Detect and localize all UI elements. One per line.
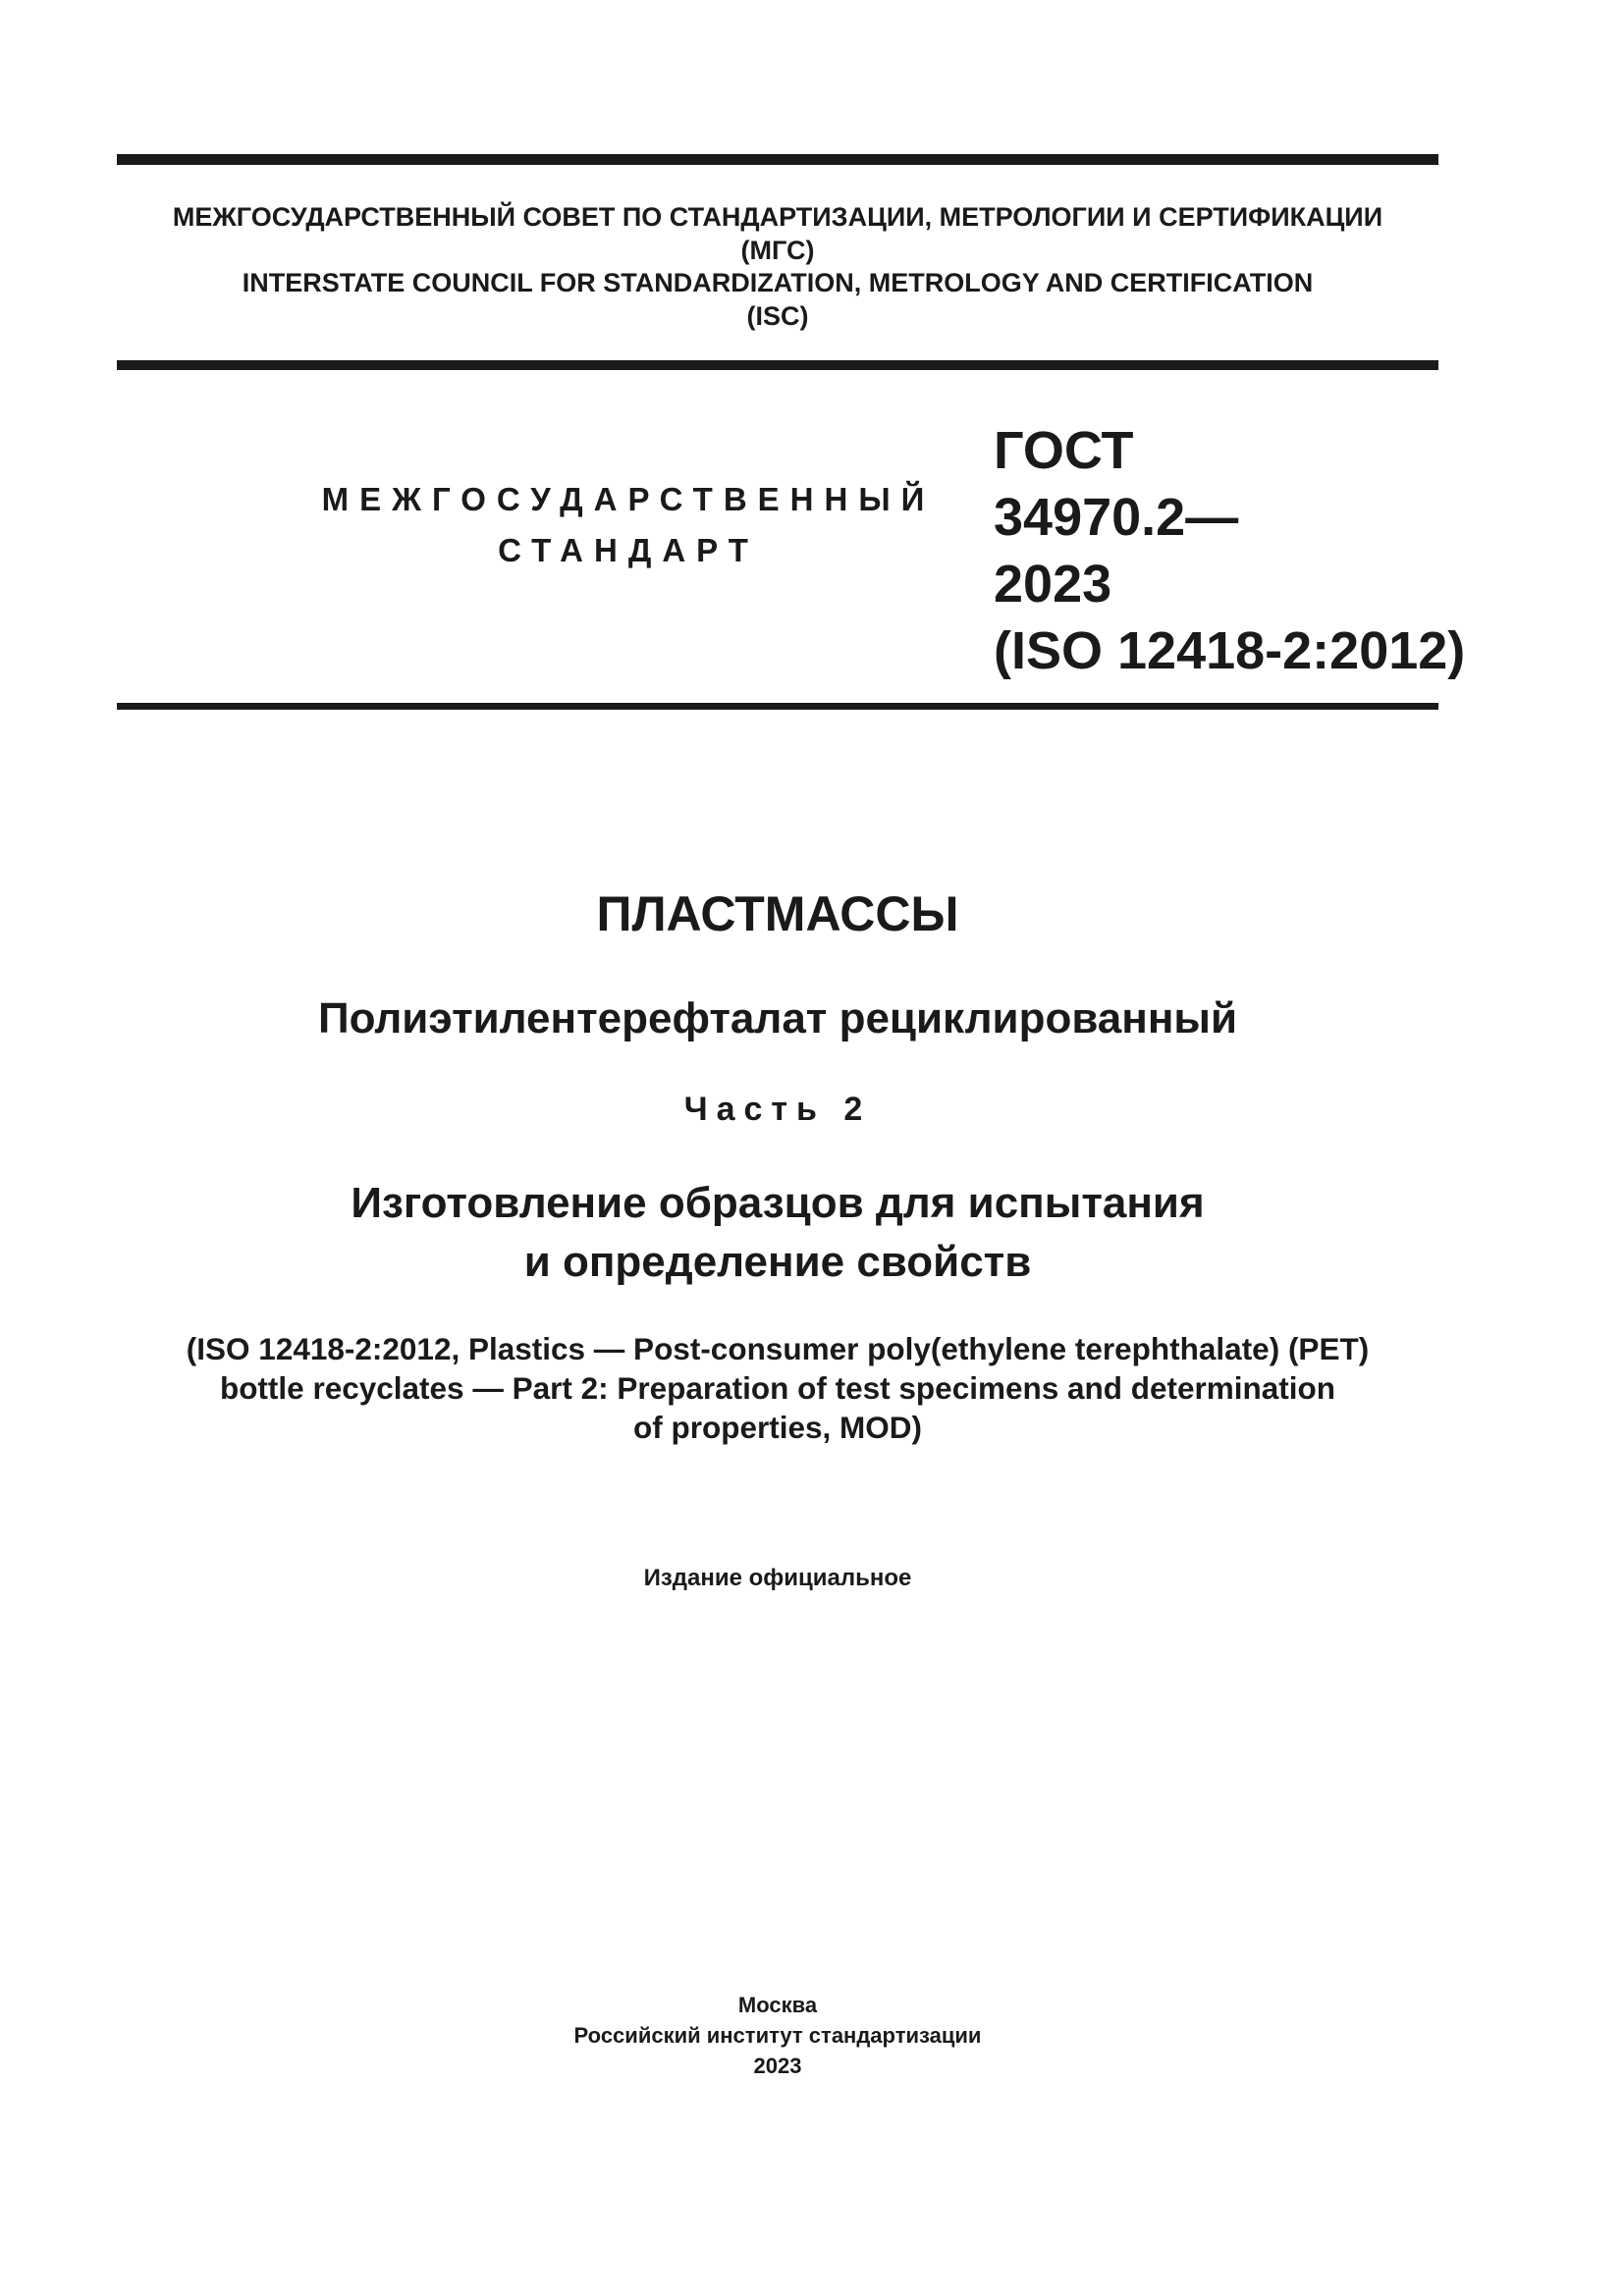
imprint-publisher: Российский институт стандартизации [573,2023,982,2048]
standard-type-line-2: СТАНДАРТ [498,532,759,568]
part-title-line-2: и определение свойств [523,1238,1032,1286]
top-rule [117,154,1438,165]
imprint-year: 2023 [753,2054,802,2078]
standard-type-line-1: МЕЖГОСУДАРСТВЕННЫЙ [321,481,936,517]
imprint [117,1990,1438,2081]
council-name-ru: МЕЖГОСУДАРСТВЕННЫЙ СОВЕТ ПО СТАНДАРТИЗАЦИИ, МЕТРОЛОГИИ И СЕРТИФИКАЦИИ [172,202,1383,232]
iso-reference-line-3: of properties, MOD) [632,1410,922,1445]
iso-reference-line-2: bottle recyclates — Part 2: Preparation of test specimens and determination [219,1370,1336,1406]
document-part: Часть 2 [683,1091,872,1128]
designation-year: 2023 [994,555,1112,614]
designation-iso-ref: (ISO 12418-2:2012) [994,621,1466,680]
council-name-en: INTERSTATE COUNCIL FOR STANDARDIZATION, METROLOGY AND CERTIFICATION [242,268,1314,297]
council-abbr-en: (ISC) [746,300,809,331]
iso-reference [117,1329,1438,1447]
council-header [117,201,1438,333]
standard-type-label [295,474,962,576]
standard-designation [994,417,1465,684]
iso-reference-line-1: (ISO 12418-2:2012, Plastics — Post-consumer poly(ethylene terephthalate) (PET) [186,1331,1370,1366]
designation-prefix: ГОСТ [994,421,1134,480]
part-title-line-1: Изготовление образцов для испытания [351,1179,1205,1227]
council-abbr-ru: (МГС) [740,235,815,265]
edition-note: Издание официальное [643,1565,912,1591]
bottom-rule [117,703,1438,710]
designation-number: 34970.2— [994,488,1239,547]
imprint-city: Москва [737,1993,818,2017]
document-subtitle: Полиэтилентерефталат рециклированный [317,994,1238,1042]
middle-rule [117,360,1438,370]
document-title: ПЛАСТМАССЫ [596,886,959,941]
document-part-title [117,1174,1438,1292]
